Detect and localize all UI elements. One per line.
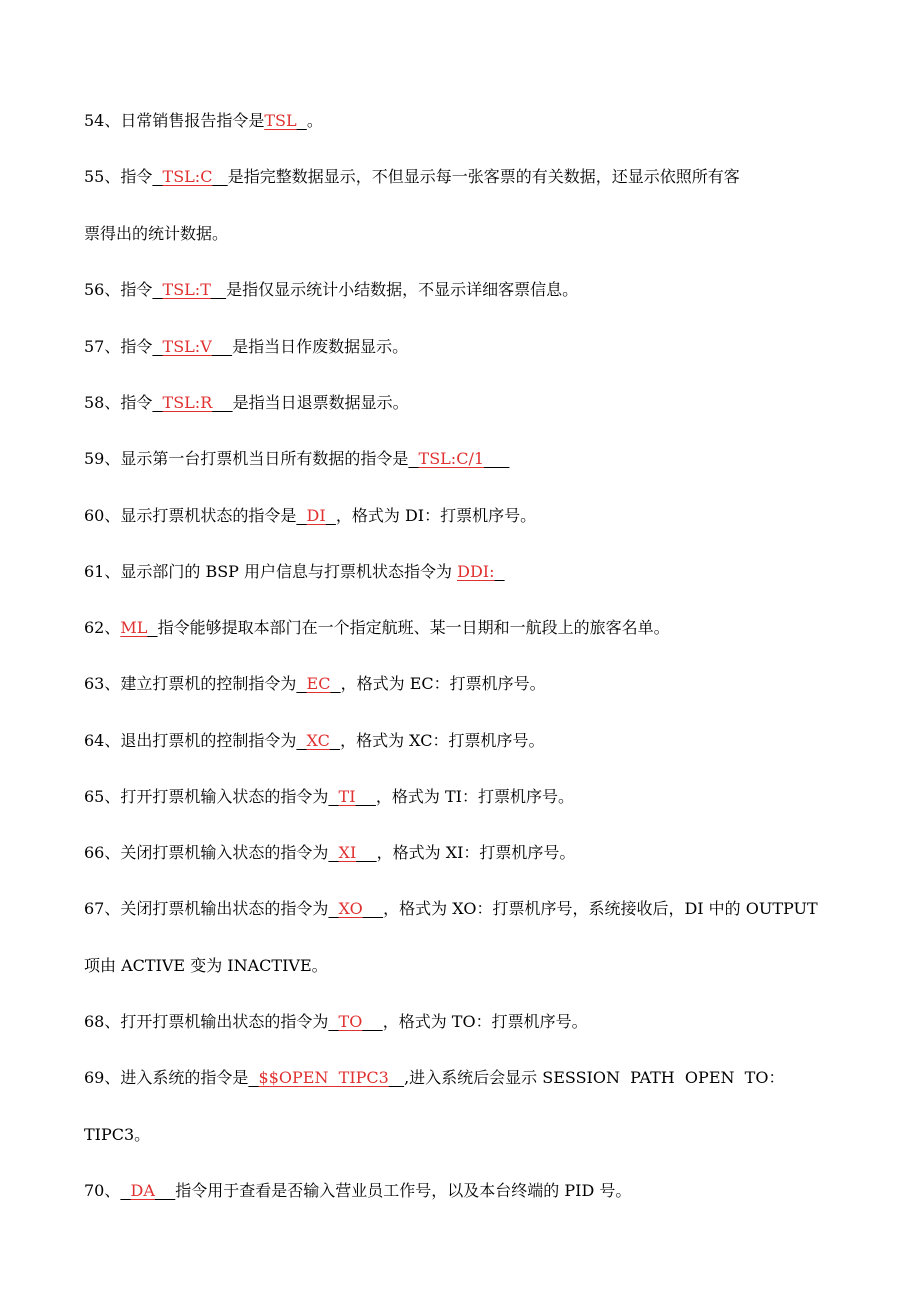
answer-blank bbox=[328, 899, 383, 918]
question-text: 。 bbox=[306, 111, 323, 130]
question-67 bbox=[84, 899, 818, 919]
answer-text: DA bbox=[130, 1181, 155, 1200]
question-text: 57、指令 bbox=[84, 337, 153, 356]
answer-text: EC bbox=[306, 674, 331, 693]
question-text: 70、 bbox=[84, 1181, 121, 1200]
question-57 bbox=[84, 337, 408, 357]
answer-text: TSL:V bbox=[162, 337, 212, 356]
question-text: ，格式为 XO：打票机序号，系统接收后，DI 中的 OUTPUT bbox=[383, 899, 818, 918]
answer-text: $$OPEN TIPC3 bbox=[258, 1068, 389, 1087]
answer-text: TSL bbox=[264, 111, 297, 130]
question-61 bbox=[84, 562, 505, 582]
answer-blank bbox=[296, 731, 340, 750]
answer-text: XI bbox=[338, 843, 357, 862]
question-56 bbox=[84, 280, 578, 300]
question-text: 票得出的统计数据。 bbox=[84, 224, 229, 243]
question-text: 65、打开打票机输入状态的指令为 bbox=[84, 787, 329, 806]
question-text: ，格式为 EC：打票机序号。 bbox=[340, 674, 546, 693]
question-70 bbox=[84, 1181, 631, 1201]
question-text: 是指完整数据显示，不但显示每一张客票的有关数据，还显示依照所有客 bbox=[227, 167, 740, 186]
question-text: TIPC3。 bbox=[84, 1125, 151, 1144]
answer-text: DI bbox=[306, 506, 326, 525]
question-text: ，格式为 XC：打票机序号。 bbox=[340, 731, 545, 750]
question-63 bbox=[84, 674, 546, 694]
question-text: 是指当日作废数据显示。 bbox=[232, 337, 409, 356]
question-66 bbox=[84, 843, 575, 863]
answer-blank bbox=[120, 1181, 175, 1200]
question-text: 指令用于查看是否输入营业员工作号，以及本台终端的 PID 号。 bbox=[175, 1181, 632, 1200]
answer-text: TSL:C bbox=[162, 167, 213, 186]
question-text: 56、指令 bbox=[84, 280, 153, 299]
question-text: 64、退出打票机的控制指令为 bbox=[84, 731, 297, 750]
question-58 bbox=[84, 393, 409, 413]
question-69-continued bbox=[84, 1125, 150, 1145]
question-text: 69、进入系统的指令是 bbox=[84, 1068, 249, 1087]
answer-blank bbox=[152, 167, 227, 186]
question-text: 59、显示第一台打票机当日所有数据的指令是 bbox=[84, 449, 409, 468]
question-text: 61、显示部门的 BSP 用户信息与打票机状态指令为 bbox=[84, 562, 458, 581]
answer-text: TI bbox=[338, 787, 356, 806]
question-text: ，格式为 DI：打票机序号。 bbox=[335, 506, 537, 525]
question-62 bbox=[84, 618, 670, 638]
question-68 bbox=[84, 1012, 588, 1032]
question-text: ，格式为 TO：打票机序号。 bbox=[382, 1012, 588, 1031]
answer-text: TO bbox=[338, 1012, 363, 1031]
answer-blank bbox=[152, 280, 226, 299]
question-64 bbox=[84, 731, 545, 751]
question-text: 是指当日退票数据显示。 bbox=[232, 393, 409, 412]
answer-blank bbox=[264, 111, 306, 130]
question-text: 55、指令 bbox=[84, 167, 153, 186]
answer-text: DDI: bbox=[457, 562, 495, 581]
question-text: ,进入系统后会显示 SESSION PATH OPEN TO： bbox=[404, 1068, 785, 1087]
answer-blank bbox=[457, 562, 505, 581]
answer-blank bbox=[248, 1068, 404, 1087]
question-text: 62、 bbox=[84, 618, 121, 637]
answer-text: XC bbox=[306, 731, 330, 750]
question-67-continued bbox=[84, 956, 328, 976]
answer-blank bbox=[296, 674, 340, 693]
question-text: 58、指令 bbox=[84, 393, 153, 412]
answer-text: ML bbox=[120, 618, 148, 637]
answer-blank bbox=[328, 787, 376, 806]
question-60 bbox=[84, 506, 536, 526]
question-text: 67、关闭打票机输出状态的指令为 bbox=[84, 899, 329, 918]
answer-blank bbox=[120, 618, 157, 637]
answer-blank bbox=[328, 1012, 382, 1031]
question-text: 60、显示打票机状态的指令是 bbox=[84, 506, 297, 525]
answer-text: TSL:T bbox=[162, 280, 211, 299]
question-55-continued bbox=[84, 224, 228, 244]
question-54 bbox=[84, 111, 323, 131]
question-text: 是指仅显示统计小结数据，不显示详细客票信息。 bbox=[226, 280, 579, 299]
answer-blank bbox=[152, 337, 232, 356]
question-text: 指令能够提取本部门在一个指定航班、某一日期和一航段上的旅客名单。 bbox=[157, 618, 670, 637]
question-text: 63、建立打票机的控制指令为 bbox=[84, 674, 297, 693]
answer-text: XO bbox=[338, 899, 363, 918]
answer-blank bbox=[328, 843, 376, 862]
question-text: 68、打开打票机输出状态的指令为 bbox=[84, 1012, 329, 1031]
question-55 bbox=[84, 167, 740, 187]
question-text: 项由 ACTIVE 变为 INACTIVE。 bbox=[84, 956, 328, 975]
question-59 bbox=[84, 449, 509, 469]
question-text: ，格式为 TI：打票机序号。 bbox=[375, 787, 574, 806]
answer-text: TSL:R bbox=[162, 393, 213, 412]
question-65 bbox=[84, 787, 574, 807]
answer-text: TSL:C/1 bbox=[418, 449, 485, 468]
answer-blank bbox=[408, 449, 509, 468]
question-text: ，格式为 XI：打票机序号。 bbox=[376, 843, 576, 862]
answer-blank bbox=[152, 393, 232, 412]
question-69 bbox=[84, 1068, 784, 1088]
answer-blank bbox=[296, 506, 336, 525]
question-text: 54、日常销售报告指令是 bbox=[84, 111, 265, 130]
question-text: 66、关闭打票机输入状态的指令为 bbox=[84, 843, 329, 862]
